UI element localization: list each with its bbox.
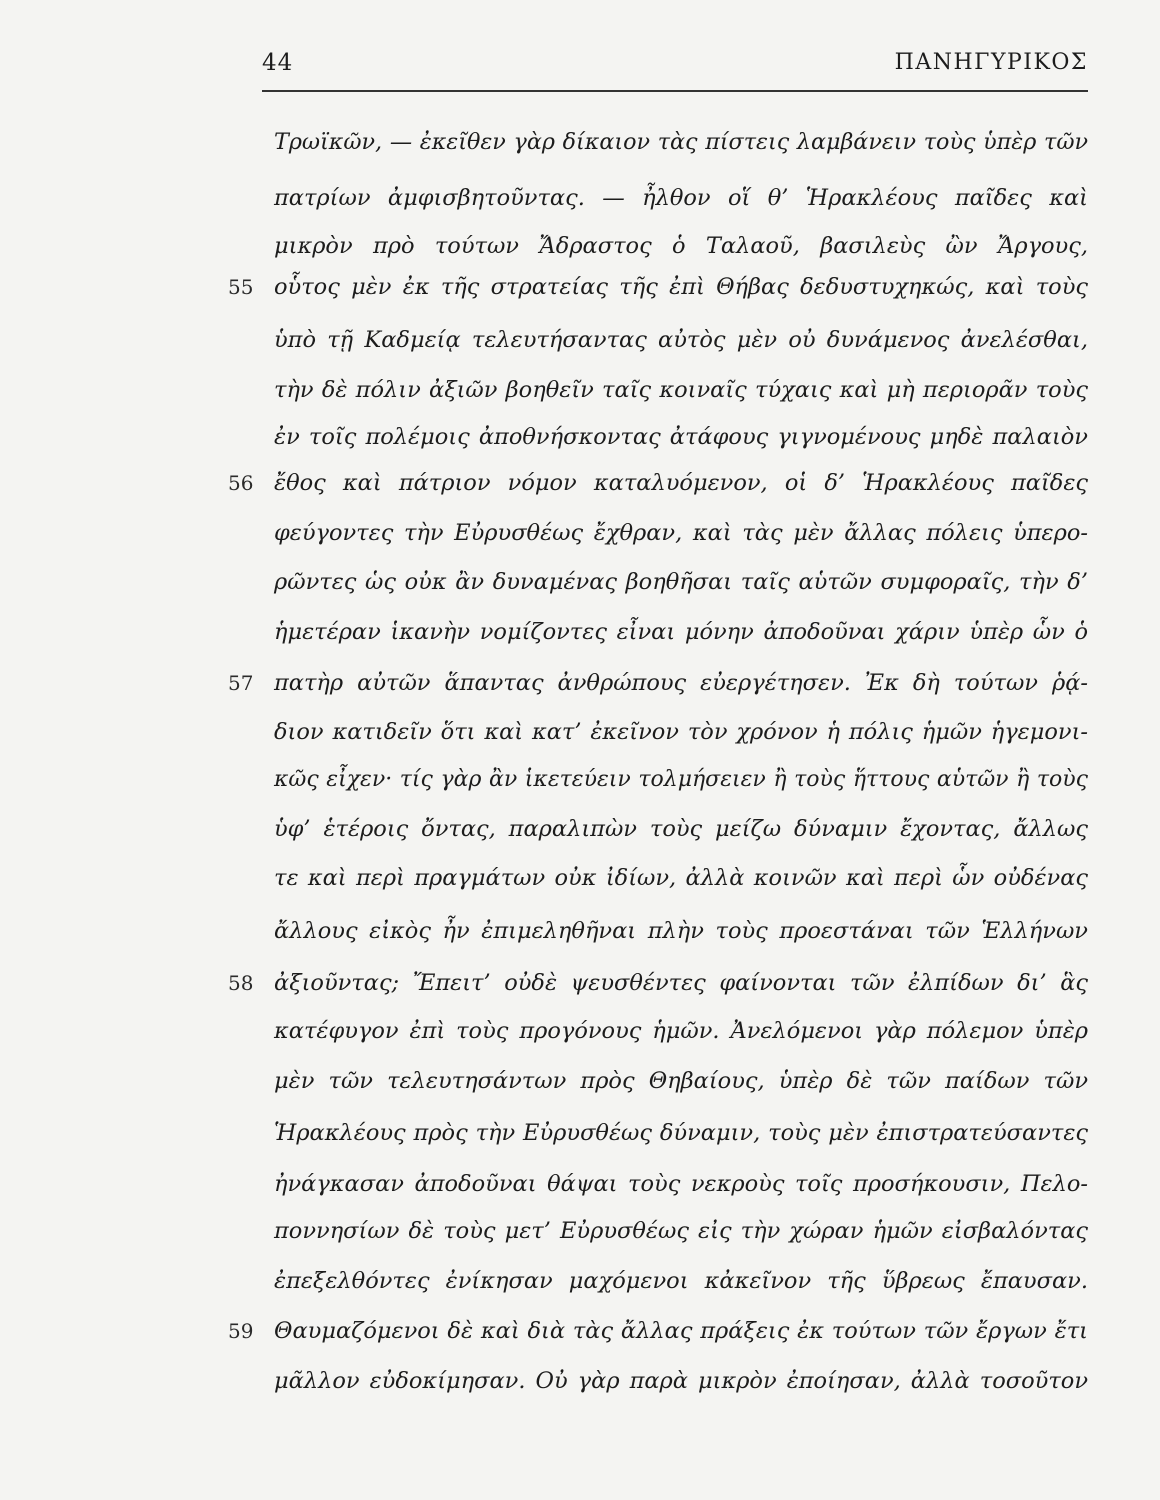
text-line: τε καὶ περὶ πραγμάτων οὐκ ἰδίων, ἀλλὰ κοινῶν καὶ περὶ ὧν οὐδένας xyxy=(274,865,1088,891)
page-number: 44 xyxy=(262,50,294,76)
text-line: ρῶντες ὡς οὐκ ἂν δυναμένας βοηθῆσαι ταῖς αὑτῶν συμφοραῖς, τὴν δ’ xyxy=(274,569,1088,595)
text-line: Ἡρακλέους πρὸς τὴν Εὐρυσθέως δύναμιν, τοὺς μὲν ἐπιστρατεύσαντες xyxy=(274,1120,1088,1146)
section-number: 56 xyxy=(228,471,254,495)
text-line: οὗτος μὲν ἐκ τῆς στρατείας τῆς ἐπὶ Θήβας δεδυστυχηκώς, καὶ τοὺς xyxy=(274,274,1088,300)
text-line: ἀξιοῦντας; Ἔπειτ’ οὐδὲ ψευσθέντες φαίνονται τῶν ἐλπίδων δι’ ἃς xyxy=(274,970,1088,996)
text-line: Θαυμαζόμενοι δὲ καὶ διὰ τὰς ἄλλας πράξεις ἐκ τούτων τῶν ἔργων ἔτι xyxy=(274,1318,1088,1344)
text-line: μικρὸν πρὸ τούτων Ἄδραστος ὁ Ταλαοῦ, βασιλεὺς ὢν Ἄργους, xyxy=(274,233,1088,259)
text-line: ὑπὸ τῇ Καδμείᾳ τελευτήσαντας αὐτὸς μὲν οὐ δυνάμενος ἀνελέσθαι, xyxy=(274,327,1088,353)
text-line: Τρωϊκῶν, — ἐκεῖθεν γὰρ δίκαιον τὰς πίστεις λαμβάνειν τοὺς ὑπὲρ τῶν xyxy=(274,129,1088,155)
text-line: ὑφ’ ἑτέροις ὄντας, παραλιπὼν τοὺς μείζω δύναμιν ἔχοντας, ἄλλως xyxy=(274,816,1088,842)
text-line: ἔθος καὶ πάτριον νόμον καταλυόμενον, οἱ δ’ Ἡρακλέους παῖδες xyxy=(274,470,1088,496)
text-line: πατὴρ αὐτῶν ἅπαντας ἀνθρώπους εὐεργέτησεν. Ἐκ δὴ τούτων ῥᾴ- xyxy=(274,670,1088,696)
text-line: ἡμετέραν ἱκανὴν νομίζοντες εἶναι μόνην ἀποδοῦναι χάριν ὑπὲρ ὧν ὁ xyxy=(274,619,1088,645)
text-line: ἐν τοῖς πολέμοις ἀποθνήσκοντας ἀτάφους γιγνομένους μηδὲ παλαιὸν xyxy=(274,424,1088,450)
section-number: 55 xyxy=(228,275,254,299)
text-line: ἠνάγκασαν ἀποδοῦναι θάψαι τοὺς νεκροὺς τοῖς προσήκουσιν, Πελο- xyxy=(274,1171,1088,1197)
section-number: 58 xyxy=(228,971,254,995)
text-line: μὲν τῶν τελευτησάντων πρὸς Θηβαίους, ὑπὲρ δὲ τῶν παίδων τῶν xyxy=(274,1068,1088,1094)
text-line: τὴν δὲ πόλιν ἀξιῶν βοηθεῖν ταῖς κοιναῖς τύχαις καὶ μὴ περιορᾶν τοὺς xyxy=(274,377,1088,403)
text-line: φεύγοντες τὴν Εὐρυσθέως ἔχθραν, καὶ τὰς μὲν ἄλλας πόλεις ὑπερο- xyxy=(274,520,1088,546)
running-title: ΠΑΝΗΓΥΡΙΚΟΣ xyxy=(894,50,1088,75)
text-line: διον κατιδεῖν ὅτι καὶ κατ’ ἐκεῖνον τὸν χρόνον ἡ πόλις ἡμῶν ἡγεμονι- xyxy=(274,719,1088,745)
text-line: ἐπεξελθόντες ἐνίκησαν μαχόμενοι κἀκεῖνον τῆς ὕβρεως ἔπαυσαν. xyxy=(274,1268,1088,1294)
section-number: 57 xyxy=(228,671,254,695)
text-line: κατέφυγον ἐπὶ τοὺς προγόνους ἡμῶν. Ἀνελόμενοι γὰρ πόλεμον ὑπὲρ xyxy=(274,1018,1088,1044)
text-line: ἄλλους εἰκὸς ἦν ἐπιμεληθῆναι πλὴν τοὺς προεστάναι τῶν Ἑλλήνων xyxy=(274,918,1088,944)
text-line: κῶς εἶχεν· τίς γὰρ ἂν ἱκετεύειν τολμήσειεν ἢ τοὺς ἥττους αὑτῶν ἢ τοὺς xyxy=(274,767,1088,792)
text-line: ποννησίων δὲ τοὺς μετ’ Εὐρυσθέως εἰς τὴν χώραν ἡμῶν εἰσβαλόντας xyxy=(274,1218,1088,1244)
section-number: 59 xyxy=(228,1319,254,1343)
text-line: πατρίων ἀμφισβητοῦντας. — ἦλθον οἵ θ’ Ἡρακλέους παῖδες καὶ xyxy=(274,185,1088,211)
text-line: μᾶλλον εὐδοκίμησαν. Οὐ γὰρ παρὰ μικρὸν ἐποίησαν, ἀλλὰ τοσοῦτον xyxy=(274,1368,1088,1394)
